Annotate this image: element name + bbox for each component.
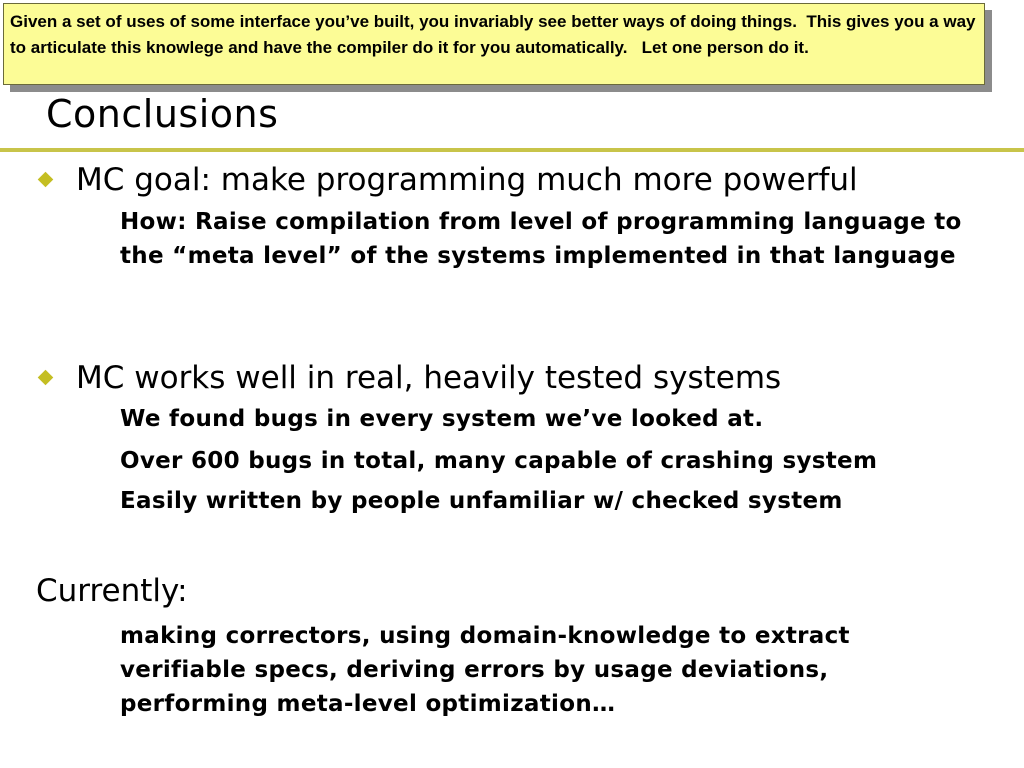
speaker-note-callout: Given a set of uses of some interface you’ve built, you invariably see better ways of doing things. This gives you a way to articulate this knowlege and have the compiler do it for you automatically. Let one person do it. xyxy=(3,3,985,85)
bullet-text: MC works well in real, heavily tested systems xyxy=(76,360,782,396)
currently-heading: Currently: xyxy=(36,573,188,609)
currently-text: making correctors, using domain-knowledge to extract verifiable specs, deriving errors by usage deviations, performing meta-level optimization… xyxy=(120,623,850,717)
sub-bullet-text: Over 600 bugs in total, many capable of crashing system xyxy=(120,448,878,474)
sub-bullet-text: We found bugs in every system we’ve looked at. xyxy=(120,406,764,432)
sub-bullet-text: Easily written by people unfamiliar w/ checked system xyxy=(120,488,843,514)
title-divider xyxy=(0,148,1024,152)
diamond-bullet-icon xyxy=(38,172,54,188)
slide-title: Conclusions xyxy=(46,92,279,136)
bullet-text: MC goal: make programming much more powerful xyxy=(76,162,858,198)
diamond-bullet-icon xyxy=(38,370,54,386)
sub-bullet-text: How: Raise compilation from level of programming language to the “meta level” of the systems implemented in that language xyxy=(120,209,962,269)
